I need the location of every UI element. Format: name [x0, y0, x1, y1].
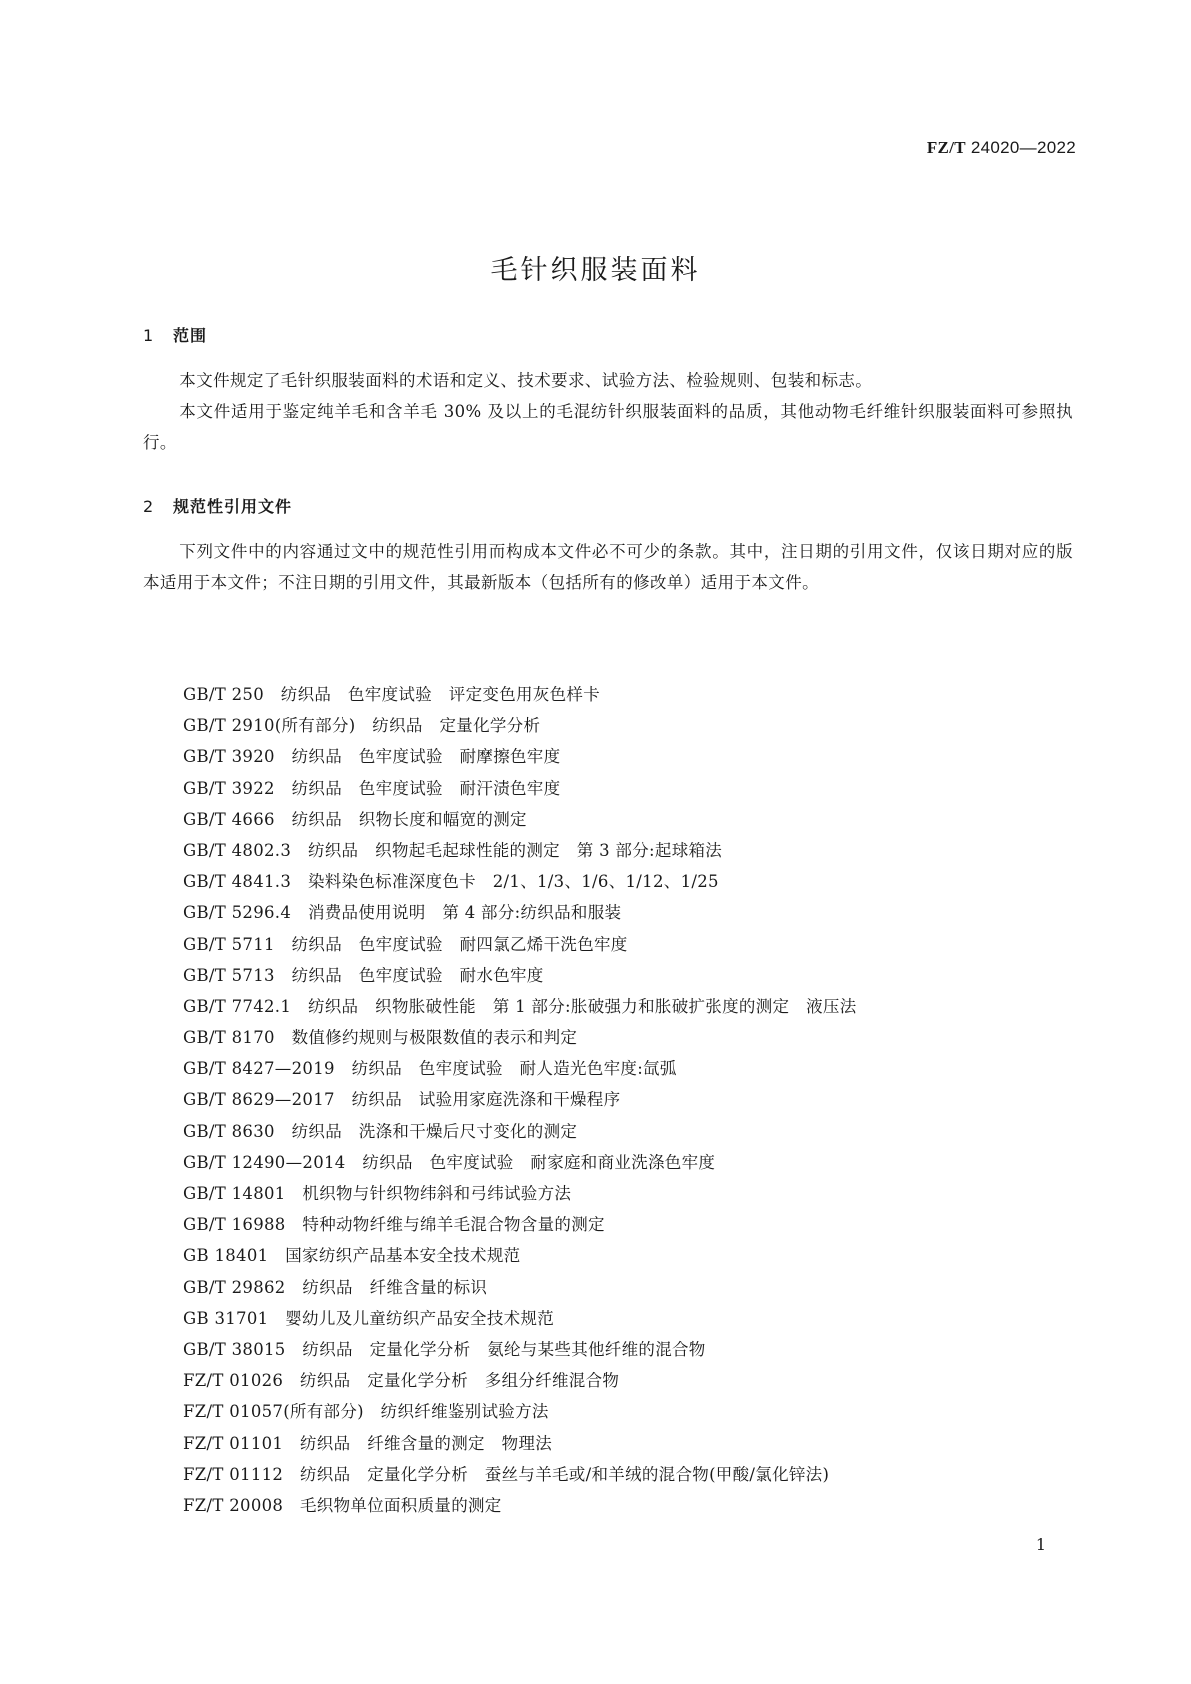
- reference-item: GB/T 250 纺织品 色牢度试验 评定变色用灰色样卡: [183, 685, 601, 704]
- reference-item: FZ/T 20008 毛织物单位面积质量的测定: [183, 1495, 502, 1515]
- reference-item: GB/T 8630 纺织品 洗涤和干燥后尺寸变化的测定: [183, 1121, 578, 1141]
- reference-item: GB/T 7742.1 纺织品 织物胀破性能 第 1 部分:胀破强力和胀破扩张度的测定 液压法: [183, 996, 857, 1016]
- page-number: 1: [1035, 1535, 1046, 1554]
- reference-item: GB/T 8427—2019 纺织品 色牢度试验 耐人造光色牢度:氙弧: [183, 1059, 677, 1079]
- reference-item: GB/T 8170 数值修约规则与极限数值的表示和判定: [183, 1028, 578, 1048]
- references-intro: 下列文件中的内容通过文中的规范性引用而构成本文件必不可少的条款。其中，注日期的引用文件，仅该日期对应的版本适用于本文件；不注日期的引用文件，其最新版本（包括所有的修改单）适用于本文件。: [143, 542, 1073, 592]
- reference-item: GB 18401 国家纺织产品基本安全技术规范: [183, 1246, 521, 1266]
- reference-item: GB/T 16988 特种动物纤维与绵羊毛混合物含量的测定: [183, 1215, 605, 1235]
- section-2-heading: [143, 494, 292, 517]
- standard-prefix: FZ/T: [926, 138, 966, 157]
- reference-list: [183, 679, 857, 1521]
- reference-item: GB/T 2910(所有部分) 纺织品 定量化学分析: [183, 716, 541, 736]
- reference-item: GB/T 3920 纺织品 色牢度试验 耐摩擦色牢度: [183, 747, 561, 767]
- reference-item: FZ/T 01112 纺织品 定量化学分析 蚕丝与羊毛或/和羊绒的混合物(甲酸/氯化锌法): [183, 1464, 830, 1484]
- document-title: 毛针织服装面料: [490, 255, 701, 286]
- reference-item: GB/T 14801 机织物与针织物纬斜和弓纬试验方法: [183, 1184, 572, 1203]
- reference-item: GB/T 38015 纺织品 定量化学分析 氨纶与某些其他纤维的混合物: [183, 1339, 706, 1359]
- standard-code: 24020—2022: [970, 138, 1076, 157]
- reference-item: GB 31701 婴幼儿及儿童纺织产品安全技术规范: [183, 1308, 555, 1328]
- reference-item: GB/T 5713 纺织品 色牢度试验 耐水色牢度: [183, 965, 544, 985]
- reference-item: GB/T 4841.3 染料染色标准深度色卡 2/1、1/3、1/6、1/12、1/25: [183, 872, 719, 892]
- reference-item: GB/T 4802.3 纺织品 织物起毛起球性能的测定 第 3 部分:起球箱法: [183, 840, 723, 860]
- section-2-title: 规范性引用文件: [173, 497, 293, 516]
- reference-item: GB/T 5296.4 消费品使用说明 第 4 部分:纺织品和服装: [183, 903, 622, 923]
- section-2-number: 2: [143, 497, 155, 516]
- scope-paragraph-2: 本文件适用于鉴定纯羊毛和含羊毛 30% 及以上的毛混纺针织服装面料的品质，其他动物毛纤维针织服装面料可参照执行。: [143, 402, 1073, 452]
- reference-item: GB/T 29862 纺织品 纤维含量的标识: [183, 1277, 488, 1297]
- reference-item: FZ/T 01057(所有部分) 纺织纤维鉴别试验方法: [183, 1402, 549, 1422]
- section-1-title: 范围: [173, 326, 208, 345]
- reference-item: GB/T 3922 纺织品 色牢度试验 耐汗渍色牢度: [183, 778, 561, 798]
- section-1-number: 1: [143, 326, 155, 345]
- reference-item: GB/T 5711 纺织品 色牢度试验 耐四氯乙烯干洗色牢度: [183, 934, 628, 954]
- reference-item: GB/T 8629—2017 纺织品 试验用家庭洗涤和干燥程序: [183, 1090, 621, 1110]
- section-1-heading: [143, 323, 207, 346]
- standard-number: [927, 138, 1076, 158]
- reference-item: FZ/T 01101 纺织品 纤维含量的测定 物理法: [183, 1433, 553, 1453]
- reference-item: GB/T 4666 纺织品 织物长度和幅宽的测定: [183, 809, 527, 829]
- reference-item: FZ/T 01026 纺织品 定量化学分析 多组分纤维混合物: [183, 1371, 620, 1391]
- scope-paragraph-1: 本文件规定了毛针织服装面料的术语和定义、技术要求、试验方法、检验规则、包装和标志。: [179, 371, 873, 390]
- reference-item: GB/T 12490—2014 纺织品 色牢度试验 耐家庭和商业洗涤色牢度: [183, 1152, 716, 1172]
